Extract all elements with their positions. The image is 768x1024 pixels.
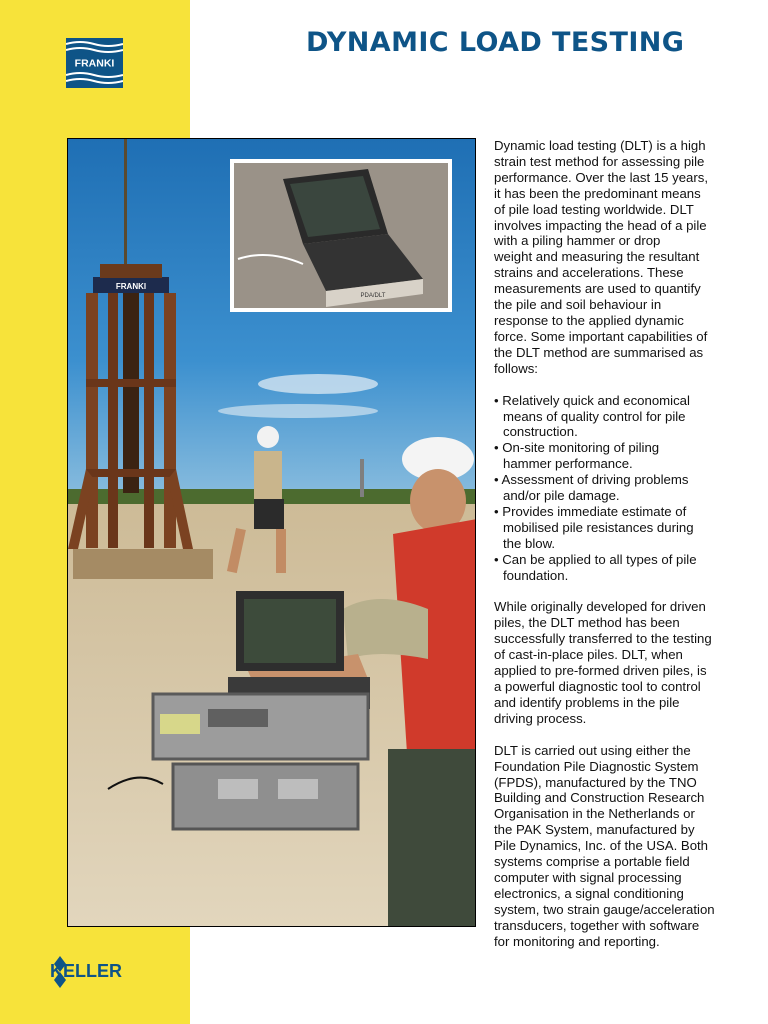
text-line: electronics, a signal conditioning xyxy=(494,885,684,901)
text-line: applied to pre-formed driven piles, is xyxy=(494,663,707,679)
capabilities-list xyxy=(494,393,744,584)
text-line: response to the applied dynamic xyxy=(494,312,684,328)
text-line: for monitoring and reporting. xyxy=(494,933,660,949)
text-line: the pile and soil behaviour in xyxy=(494,297,662,313)
text-line: system, two strain gauge/acceleration xyxy=(494,901,715,917)
paragraph-intro xyxy=(494,138,744,377)
text-line: Dynamic load testing (DLT) is a high xyxy=(494,138,706,153)
text-line: driving process. xyxy=(494,710,587,726)
text-line: strains and accelerations. These xyxy=(494,265,684,281)
text-line: a powerful diagnostic tool to control xyxy=(494,679,701,694)
bullet-text: the blow. xyxy=(503,535,556,551)
paragraph-cast-in-place xyxy=(494,599,744,726)
text-line: the DLT method are summarised as xyxy=(494,344,704,360)
keller-logo-icon xyxy=(48,952,134,992)
bullet-text: • Relatively quick and economical xyxy=(494,392,690,408)
text-line: it has been the predominant means xyxy=(494,185,701,201)
text-line: While originally developed for driven xyxy=(494,599,706,615)
keller-logo-text: KELLER xyxy=(50,961,122,981)
bullet-text: mobilised pile resistances during xyxy=(503,519,694,535)
bullet-text: • Can be applied to all types of pile xyxy=(494,551,697,567)
bullet-text: hammer performance. xyxy=(503,456,633,472)
text-line: systems comprise a portable field xyxy=(494,854,690,870)
franki-logo-icon xyxy=(66,38,123,88)
bullet-text: means of quality control for pile xyxy=(503,408,686,424)
text-line: with a piling hammer or drop xyxy=(494,233,661,249)
text-line: Organisation in the Netherlands or xyxy=(494,806,695,822)
bullet-text: • On-site monitoring of piling xyxy=(494,440,660,456)
bullet-text: foundation. xyxy=(503,567,569,583)
text-line: strain test method for assessing pile xyxy=(494,153,705,169)
text-line: the PAK System, manufactured by xyxy=(494,822,695,838)
text-line: performance. Over the last 15 years, xyxy=(494,169,709,185)
body-text xyxy=(494,138,744,950)
list-item xyxy=(494,504,744,552)
bullet-text: • Provides immediate estimate of xyxy=(494,503,687,519)
bullet-text: and/or pile damage. xyxy=(503,488,620,504)
list-item xyxy=(494,552,744,584)
inset-box-label: PDA/DLT xyxy=(360,293,386,299)
text-line: weight and measuring the resultant xyxy=(494,249,700,265)
bullet-text: construction. xyxy=(503,424,578,440)
text-line: computer with signal processing xyxy=(494,869,682,885)
text-line: piles, the DLT method has been xyxy=(494,615,680,631)
text-line: follows: xyxy=(494,360,538,376)
text-line: involves impacting the head of a pile xyxy=(494,217,707,233)
list-item xyxy=(494,440,744,472)
text-line: Foundation Pile Diagnostic System xyxy=(494,758,699,774)
franki-logo-text: FRANKI xyxy=(74,57,115,70)
text-line: of cast-in-place piles. DLT, when xyxy=(494,647,683,663)
text-line: DLT is carried out using either the xyxy=(494,742,691,758)
list-item xyxy=(494,472,744,504)
text-line: Pile Dynamics, Inc. of the USA. Both xyxy=(494,838,709,854)
bullet-text: • Assessment of driving problems xyxy=(494,472,689,488)
text-line: transducers, together with software xyxy=(494,917,700,933)
text-line: (FPDS), manufactured by the TNO xyxy=(494,774,697,790)
page-title: DYNAMIC LOAD TESTING xyxy=(306,27,685,58)
text-line: and identify problems in the pile xyxy=(494,694,680,710)
text-line: Building and Construction Research xyxy=(494,790,705,806)
paragraph-systems xyxy=(494,743,744,950)
text-line: successfully transferred to the testing xyxy=(494,631,712,647)
tower-label: FRANKI xyxy=(115,282,147,291)
text-line: measurements are used to quantify xyxy=(494,281,701,297)
list-item xyxy=(494,393,744,441)
text-line: force. Some important capabilities of xyxy=(494,328,708,344)
site-photograph xyxy=(67,138,476,927)
text-line: of pile load testing worldwide. DLT xyxy=(494,201,694,217)
